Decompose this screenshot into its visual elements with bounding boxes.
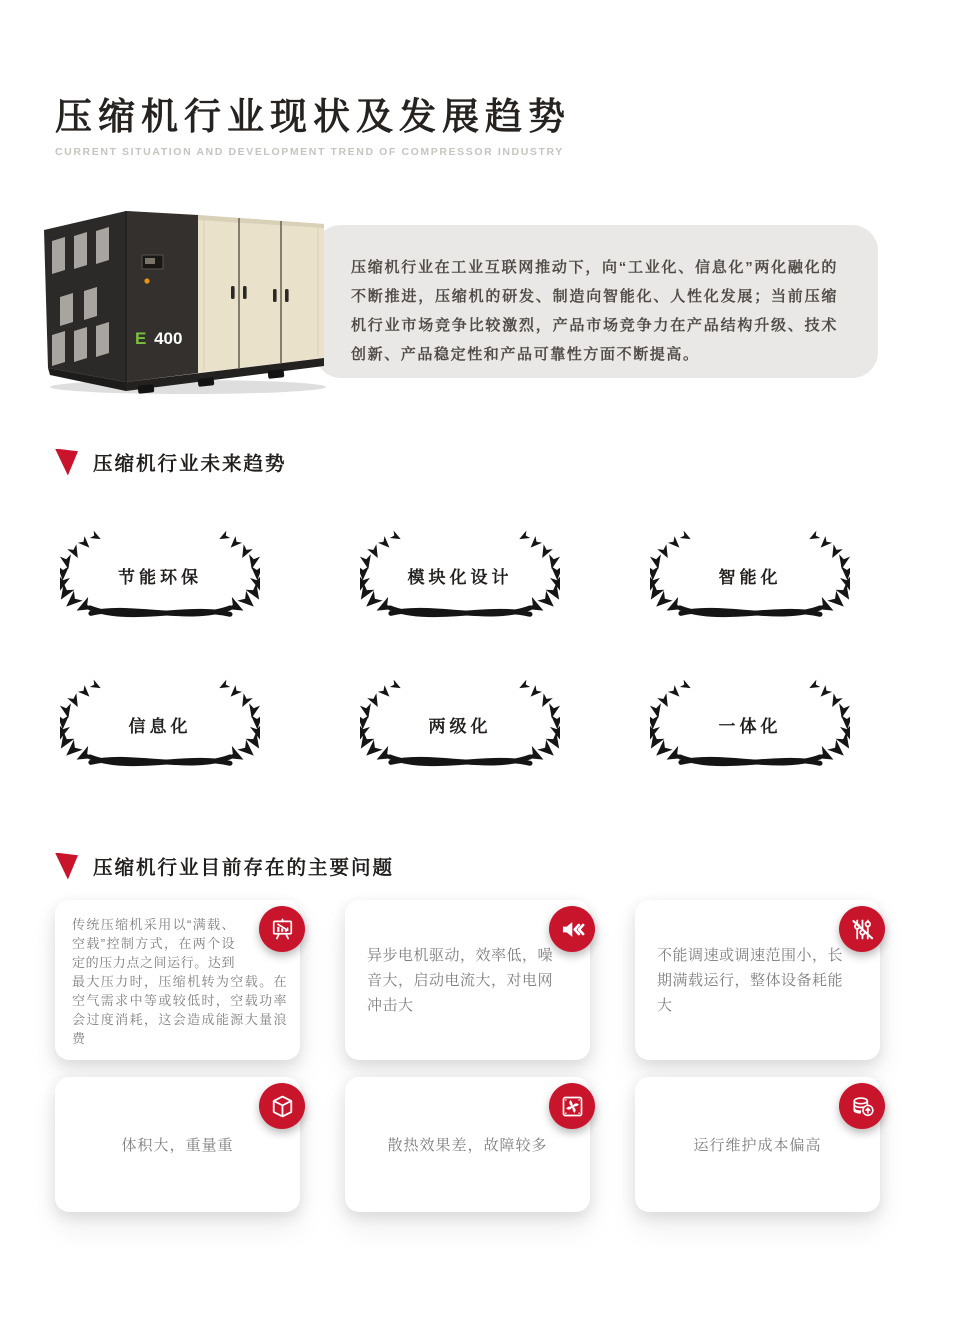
cooling-fan-icon <box>549 1083 595 1129</box>
trend-badge <box>650 527 850 629</box>
cube-icon <box>259 1083 305 1129</box>
intro-panel <box>315 225 878 378</box>
cost-up-icon <box>839 1083 885 1129</box>
trend-badge <box>360 676 560 778</box>
trend-badge-label: 模块化设计 <box>407 568 513 587</box>
page-title: 压缩机行业现状及发展趋势 <box>55 96 571 137</box>
red-corner-mark-icon <box>55 449 78 476</box>
problem-cards <box>55 900 880 1212</box>
svg-text:E 400 <box>135 329 182 348</box>
trend-badge-label: 两级化 <box>428 717 492 736</box>
trend-badge-label: 信息化 <box>128 717 192 736</box>
machine-model: 400 <box>154 329 183 348</box>
no-speed-adjust-icon <box>839 906 885 952</box>
trend-badge <box>60 676 260 778</box>
problem-card-text: 传统压缩机采用以“满载、空载”控制方式，在两个设定的压力点之间运行。达到最大压力时，压缩机转为空载。在空气需求中等或较低时，空载功率会过度消耗，这会造成能源大量浪费 <box>72 917 287 1046</box>
problems-heading-text: 压缩机行业目前存在的主要问题 <box>93 857 395 879</box>
trend-badge-label: 节能环保 <box>118 568 202 587</box>
trend-badge <box>360 527 560 629</box>
problem-card <box>635 1077 880 1212</box>
trends-heading-text: 压缩机行业未来趋势 <box>93 453 287 475</box>
trend-badge <box>60 527 260 629</box>
problem-card <box>345 1077 590 1212</box>
trend-badge-label: 一体化 <box>718 717 782 736</box>
problem-card <box>55 900 300 1060</box>
problem-card-text: 异步电机驱动，效率低，噪音大，启动电流大，对电网冲击大 <box>367 946 554 1014</box>
problem-card-text: 不能调速或调速范围小，长期满载运行，整体设备耗能大 <box>657 946 844 1014</box>
compressor-image <box>38 194 330 396</box>
chart-decline-icon <box>259 906 305 952</box>
problem-card-text: 散热效果差，故障较多 <box>387 1137 548 1154</box>
red-corner-mark-icon <box>55 853 78 880</box>
machine-brand-letter: E <box>135 329 147 348</box>
header <box>55 96 571 158</box>
trend-badge <box>650 676 850 778</box>
trends-section-heading <box>55 448 287 476</box>
problem-card <box>635 900 880 1060</box>
page-subtitle: CURRENT SITUATION AND DEVELOPMENT TREND OF COMPRESSOR INDUSTRY <box>55 145 564 158</box>
noise-speaker-icon <box>549 906 595 952</box>
problem-card <box>55 1077 300 1212</box>
problem-card-text: 体积大，重量重 <box>121 1137 234 1154</box>
problem-card-text: 运行维护成本偏高 <box>693 1137 822 1154</box>
problems-section-heading <box>55 852 394 880</box>
trend-badge-label: 智能化 <box>718 568 782 587</box>
problem-card <box>345 900 590 1060</box>
compressor-illustration <box>38 194 330 396</box>
intro-paragraph: 压缩机行业在工业互联网推动下，向“工业化、信息化”两化融化的不断推进，压缩机的研发、制造向智能化、人性化发展；当前压缩机行业市场竞争比较激烈，产品市场竞争力在产品结构升级、技术创新、产品稳定性和产品可靠性方面不断提高。 <box>351 259 838 363</box>
